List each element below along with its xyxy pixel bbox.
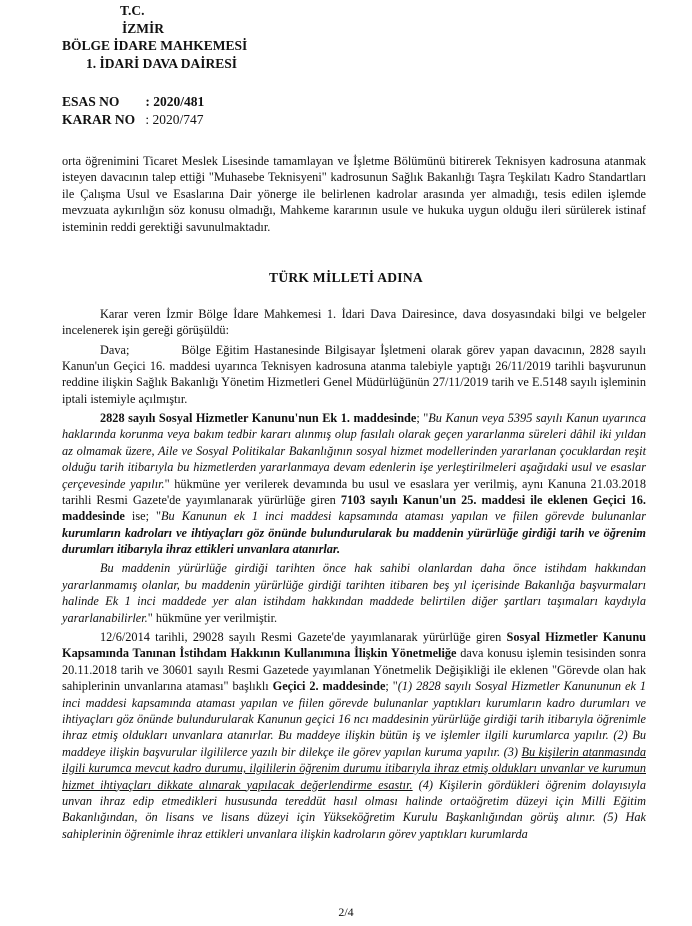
gecici-16-emphasis: kurumların kadroları ve ihtiyaçları göz önünde bulundurularak bu maddenin yürürlüğe girdiği tarih ve öğrenim durumları itibarıyla ihraz ettikleri unvanlara atanırlar. bbox=[62, 525, 646, 557]
section-heading: TÜRK MİLLETİ ADINA bbox=[269, 270, 423, 285]
karar-label: KARAR NO bbox=[62, 111, 136, 127]
paragraph-gecici-16-cont bbox=[62, 560, 646, 626]
gecici-2-underlined: Bu kişilerin atanmasında ilgili kurumca mevcut kadro durumu, ilgililerin öğrenim durumu itibarıyla ihraz etmiş oldukları unvanlar ve kurumun hizmet ihtiyaçları dikkate alınarak yapılacak değerlendirme esastır. bbox=[62, 744, 646, 792]
case-numbers bbox=[62, 93, 204, 128]
paragraph-yonetmelik bbox=[62, 629, 646, 842]
esas-row bbox=[62, 93, 204, 111]
court-header bbox=[62, 2, 247, 72]
yonetmelik-mid: dava konusu işlemin tesisinden sonra 20.11.2018 tarih ve 30601 sayılı Resmi Gazetede yayımlanan Yönetmelik Değişikliği ile eklenen "Görevde olan hak sahiplerinin unvanlarına ataması" başlıklı bbox=[62, 646, 646, 694]
header-court-name: BÖLGE İDARE MAHKEMESİ bbox=[62, 38, 248, 53]
yonetmelik-title: Sosyal Hizmetler Kanunu Kapsamında Tanınan İstihdam Hakkının Kullanımına İlişkin Yönetmeliğe bbox=[62, 629, 646, 661]
esas-label: ESAS NO bbox=[62, 94, 120, 109]
gecici-2-quote-a: (1) 2828 sayılı Sosyal Hizmetler Kanununun ek 1 inci maddesi kapsamında ataması yapılan ve fiilen görevde bulunanlar yaptıkları kurumların kadro durumları ve ihtiyaçları göz önünde bulundurularak Kanunun geçici 16 ncı maddesinin yürürlüğe girdiği tarih itibarıyla öğrenimle ihraz etmiş oldukları unvanlara atanırlar. Bu maddeye ilişkin bütün iş ve işlemler ilgili kurumlarca yapılır. (2) Bu maddeye ilişkin başvurular ilgililerce yazılı bir dilekçe ile görev yapılan kuruma yapılır. (3) bbox=[62, 679, 647, 759]
yonetmelik-start: 12/6/2014 tarihli, 29028 sayılı Resmi Gazete'de yayımlanarak yürürlüğe giren bbox=[100, 629, 507, 644]
quote-open: ; " bbox=[416, 411, 429, 426]
law-2828-after: " hükmüne yer verilerek devamında bu usul ve esaslara yer verilmiş, aynı Kanuna 21.03.2018 tarihli Resmi Gazete'de yayımlanarak yürürlüğe giren bbox=[62, 476, 646, 508]
paragraph-dava bbox=[62, 342, 646, 408]
header-tc: T.C. bbox=[120, 3, 145, 18]
law-2828-intro: 2828 sayılı Sosyal Hizmetler Kanunu'nun Ek 1. maddesinde bbox=[100, 411, 417, 426]
intro-paragraph: orta öğrenimini Ticaret Meslek Lisesinde tamamlayan ve İşletme Bölümünü bitirerek Teknisyen kadrosuna atanmak isteyen davacının talep ettiği "Muhasebe Teknisyeni" kadrosunun Sağlık Bakanlığı Taşra Teşkilatı Kadro Standartları ile Çalışma Usul ve Esaslarına Dair yönerge ile belirlenen kadrolar arasında yer almadığı, tesis edilen işlemde mevzuata aykırılığın söz konusu olmadığı, Mahkeme kararının usule ve hukuka uygun olduğu ileri sürülerek istinaf isteminin reddi gerektiği savunulmaktadır. bbox=[62, 154, 646, 234]
karar-row bbox=[62, 111, 204, 129]
intro-section bbox=[62, 153, 646, 238]
header-city: İZMİR bbox=[122, 20, 165, 36]
gecici-16-end: " hükmüne yer verilmiştir. bbox=[147, 610, 278, 625]
gecici-2-ref: Geçici 2. maddesinde bbox=[272, 679, 386, 694]
dava-rest: Bölge Eğitim Hastanesinde Bilgisayar İşletmeni olarak görev yapan davacının, 2828 sayılı Kanun'un Geçici 16. maddesi uyarınca Teknisyen kadrosuna atanma talebiyle yaptığı 26/11/2019 tarihli başvurunun reddine ilişkin Sağlık Bakanlığı Yönetim Hizmetleri Genel Müdürlüğünün 27/11/2019 tarih ve E.5148 sayılı işleminin iptali istemiyle açılmıştır. bbox=[62, 342, 646, 406]
law-7103-ref: 7103 sayılı Kanun'un 25. maddesi ile eklenen Geçici 16. maddesinde bbox=[62, 493, 646, 524]
header-chamber: 1. İDARİ DAVA DAİRESİ bbox=[86, 55, 238, 71]
law-2828-quote: Bu Kanun veya 5395 sayılı Kanun uyarınca haklarında korunma veya bakım tedbir kararı alınmış olup fasılalı olarak geçen yararlanma süreleri dâhil iki yıldan az olmamak üzere, Aile ve Sosyal Politikalar Bakanlığının sosyal hizmet modellerinden yararlanan çocuklardan reşit olduğu tarih itibarıyla bu hizmetlerden yararlanmaya devam edenlerin işe yerleştirilmeleri aşağıdaki usul ve esaslar çerçevesinde yapılır. bbox=[62, 411, 646, 491]
dava-start: Dava; bbox=[100, 342, 130, 357]
karar-value: : 2020/747 bbox=[145, 111, 204, 127]
paragraph-2828 bbox=[62, 410, 646, 558]
gecici-2-quote-b: (4) Kişilerin gördükleri öğrenim dolayısıyla unvan ihraz edip etmedikleri hususunda tereddüt hasıl olması halinde ortaöğretim düzeyi için Milli Eğitim Bakanlığından, ön lisans ve lisans düzeyi için Yükseköğretim Kurulu Başkanlığından görüş alınır. (5) Hak sahiplerinin öğrenimle ihraz ettikleri unvanlara ilişkin kadroların görev yaptıkları kurumlarda bbox=[62, 777, 646, 841]
gecici-16-quote-2: Bu maddenin yürürlüğe girdiği tarihten önce hak sahibi olanlardan daha önce istihdam hakkından yararlanmamış olanlar, bu maddenin yürürlüğe girdiği tarihten itibaren beş yıl içerisinde Bakanlığa başvurmaları halinde Ek 1 inci maddede yer alan istihdam hakkından maddede belirtilen diğer şartları taşımaları kaydıyla yararlanabilirler. bbox=[62, 561, 646, 625]
page-number: 2/4 bbox=[338, 905, 354, 919]
decision-body bbox=[62, 306, 646, 845]
quote-open-3: ; " bbox=[385, 679, 398, 694]
gecici-16-quote: Bu Kanunun ek 1 inci maddesi kapsamında ataması yapılan ve fiilen görevde bulunanlar bbox=[161, 509, 646, 524]
esas-value: : 2020/481 bbox=[145, 94, 205, 109]
paragraph-karar: Karar veren İzmir Bölge İdare Mahkemesi 1. İdari Dava Dairesince, dava dosyasındaki bilgi ve belgeler incelenerek işin gereği görüşüldü: bbox=[62, 307, 646, 338]
quote-open-2: ise; " bbox=[124, 509, 162, 524]
